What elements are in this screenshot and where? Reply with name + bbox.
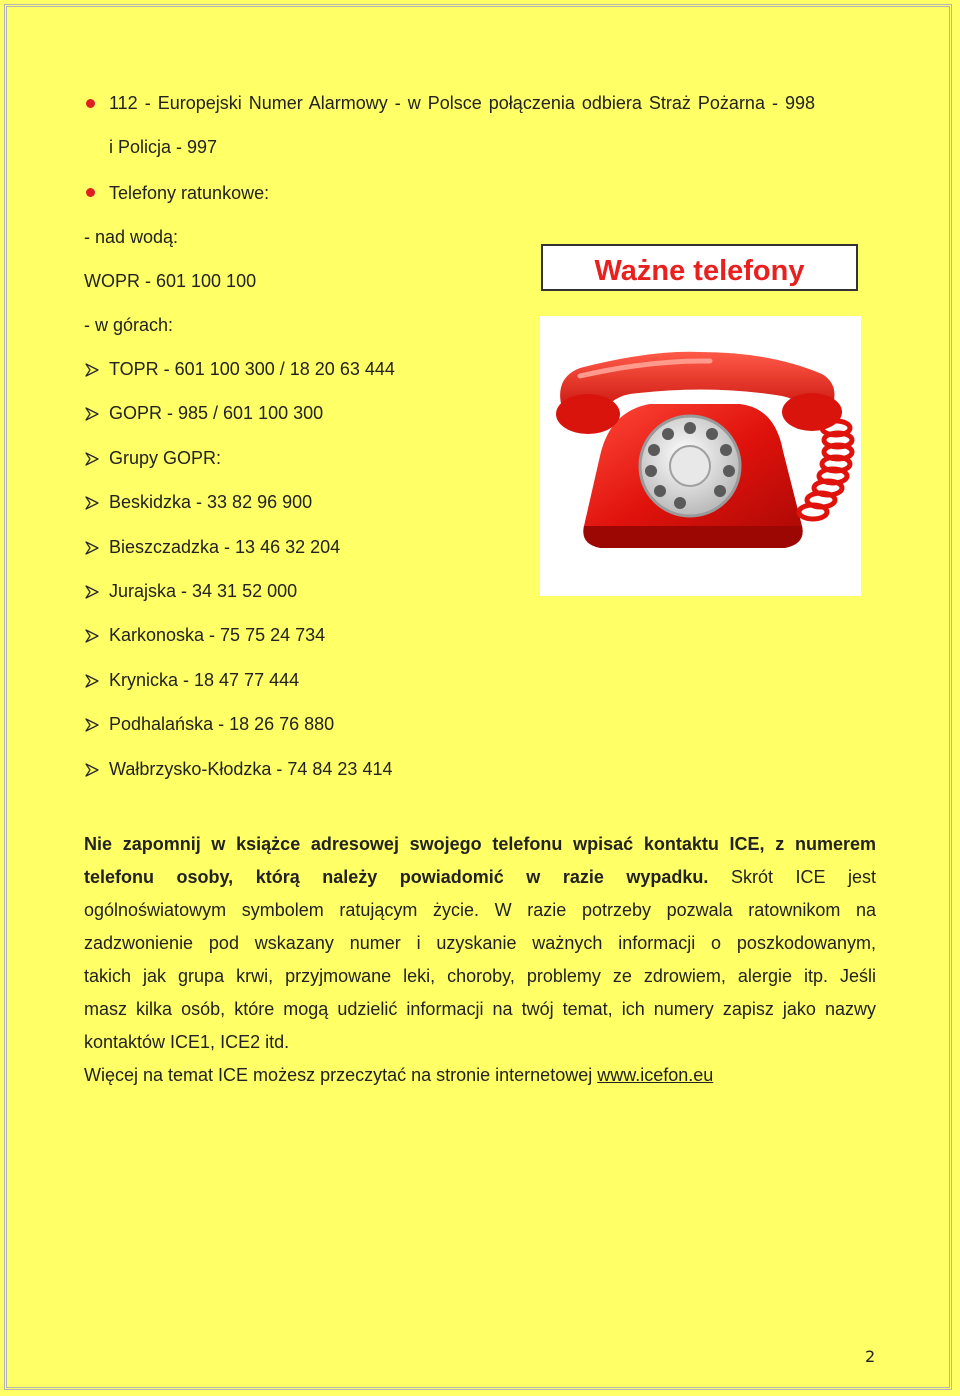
title-box (541, 244, 858, 291)
ice-line-4: zadzwonienie pod wskazany numer i uzyskanie ważnych informacji o poszkodowanym, (84, 933, 876, 953)
page-title: Ważne telefony (594, 255, 805, 287)
list-item: GOPR - 985 / 601 100 300 (109, 403, 324, 423)
icefon-link[interactable]: www.icefon.eu (597, 1065, 714, 1085)
ice-line-3b: W razie potrzeby pozwala ratownikom na (494, 900, 876, 920)
arrow-bullet-icon (85, 718, 99, 732)
ice-line-3a: ogólnoświatowym symbolem ratującym życie. (84, 900, 480, 920)
list-item: 112 - Europejski Numer Alarmowy - w Polsce połączenia odbiera Straż Pożarna - 998 (109, 93, 815, 113)
list-item: Krynicka - 18 47 77 444 (109, 670, 300, 690)
arrow-bullet-icon (85, 674, 99, 688)
section-heading-mountains: - w górach: (84, 315, 174, 335)
arrow-bullet-icon (85, 763, 99, 777)
list-item: Grupy GOPR: (109, 448, 222, 468)
list-item: Jurajska - 34 31 52 000 (109, 581, 298, 601)
ice-bold-line-1: Nie zapomnij w książce adresowej swojego telefonu wpisać kontaktu ICE, z numerem (84, 834, 876, 854)
list-item-continuation: i Policja - 997 (109, 137, 218, 157)
arrow-bullet-icon (85, 363, 99, 377)
section-heading-water: - nad wodą: (84, 227, 179, 247)
list-item: Telefony ratunkowe: (109, 183, 270, 203)
ice-line-5: takich jak grupa krwi, przyjmowane leki, choroby, problemy ze zdrowiem, alergie itp. Jeśli (84, 966, 876, 986)
list-item: Podhalańska - 18 26 76 880 (109, 714, 335, 734)
telephone-image (540, 316, 861, 596)
list-item: Wałbrzysko-Kłodzka - 74 84 23 414 (109, 759, 393, 779)
list-item: Karkonoska - 75 75 24 734 (109, 625, 326, 645)
arrow-bullet-icon (85, 541, 99, 555)
red-dot-bullet-icon (86, 188, 95, 197)
wopr-number: WOPR - 601 100 100 (84, 271, 257, 291)
ice-line-7: kontaktów ICE1, ICE2 itd. (84, 1032, 290, 1052)
list-item: Beskidzka - 33 82 96 900 (109, 492, 313, 512)
arrow-bullet-icon (85, 629, 99, 643)
list-item: Bieszczadzka - 13 46 32 204 (109, 537, 341, 557)
ice-line-2-rest: Skrót ICE jest (730, 867, 877, 887)
ice-paragraph (84, 828, 876, 1092)
ice-bold-line-2: telefonu osoby, którą należy powiadomić w razie wypadku. (84, 867, 709, 887)
ice-line-6: masz kilka osób, które mogą udzielić informacji na twój temat, ich numery zapisz jako nazwy (84, 999, 876, 1019)
page-number: 2 (865, 1347, 876, 1366)
arrow-bullet-icon (85, 452, 99, 466)
arrow-bullet-icon (85, 496, 99, 510)
list-item: TOPR - 601 100 300 / 18 20 63 444 (109, 359, 395, 379)
red-rotary-telephone-icon (540, 316, 861, 596)
ice-more-text: Więcej na temat ICE możesz przeczytać na stronie internetowej (84, 1065, 598, 1085)
red-dot-bullet-icon (86, 99, 95, 108)
page-border (4, 4, 952, 1390)
arrow-bullet-icon (85, 585, 99, 599)
arrow-bullet-icon (85, 407, 99, 421)
